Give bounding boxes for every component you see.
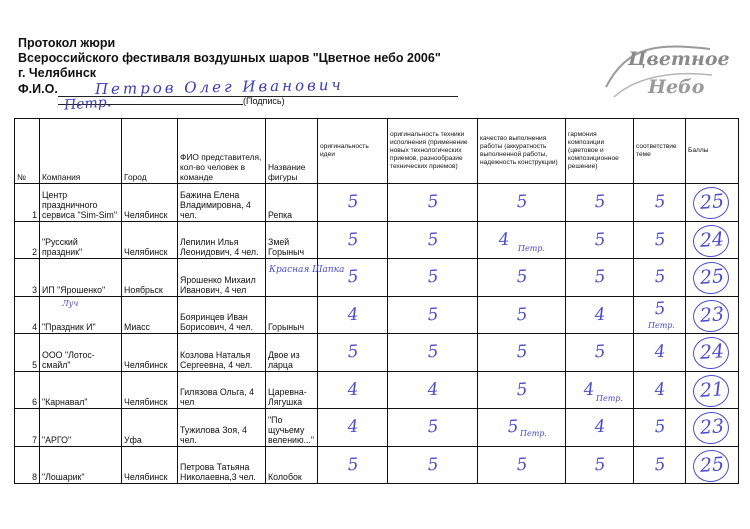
score-value: 4: [583, 379, 596, 401]
logo-text-1: Цветное: [628, 48, 730, 70]
score-total: [686, 371, 739, 409]
score-value: 5: [426, 304, 439, 326]
score-value: 4: [593, 304, 606, 326]
score-value: 4: [653, 341, 666, 363]
score-value: 5: [426, 229, 439, 251]
col-header-figure: Название фигуры: [266, 119, 318, 184]
total-value: 23: [699, 415, 725, 440]
logo-text-2: Небо: [648, 76, 705, 98]
score-technique: [388, 371, 478, 409]
score-total: [686, 296, 739, 334]
score-value: 4: [346, 304, 359, 326]
score-theme: [634, 221, 686, 259]
score-value: 5: [515, 266, 528, 288]
score-total: [686, 409, 739, 447]
score-technique: [388, 296, 478, 334]
score-theme: [634, 184, 686, 222]
score-quality: [478, 371, 566, 409]
score-value: 5: [593, 191, 606, 213]
row-city: Челябинск: [122, 446, 178, 484]
total-value: 24: [699, 227, 725, 252]
score-value: 5: [593, 454, 606, 476]
signature-handwritten: Петр.: [63, 94, 112, 114]
total-value: 25: [699, 190, 725, 215]
row-num: 2: [15, 221, 40, 259]
row-company: "Карнавал": [40, 371, 122, 409]
company-handwritten: Луч: [62, 298, 79, 308]
row-figure: Царевна-Лягушка: [266, 371, 318, 409]
score-quality: [478, 446, 566, 484]
row-representative: Тужилова Зоя, 4 чел.: [178, 409, 266, 447]
score-originality: [318, 334, 388, 372]
score-value: 5: [426, 191, 439, 213]
col-header-representative: ФИО представителя, кол-во человек в команде: [178, 119, 266, 184]
score-harmony: [566, 371, 634, 409]
row-figure: Колобок: [266, 446, 318, 484]
score-value: 5: [346, 229, 359, 251]
score-value: 5: [346, 341, 359, 363]
score-value: 5: [593, 229, 606, 251]
table-row: [15, 221, 739, 259]
score-originality: [318, 184, 388, 222]
score-value: 4: [426, 379, 439, 401]
row-figure: Репка: [266, 184, 318, 222]
initials-note: Петр.: [596, 393, 623, 403]
row-num: 5: [15, 334, 40, 372]
score-harmony: [566, 334, 634, 372]
score-value: 5: [346, 191, 359, 213]
score-value: 5: [653, 229, 666, 251]
row-city: Челябинск: [122, 221, 178, 259]
score-originality: [318, 221, 388, 259]
total-value: 23: [699, 302, 725, 327]
table-row: [15, 446, 739, 484]
table-row: [15, 259, 739, 297]
initials-note: Петр.: [518, 243, 545, 253]
score-total: [686, 221, 739, 259]
table-row: [15, 296, 739, 334]
row-representative: Лепилин Илья Леонидович, 4 чел.: [178, 221, 266, 259]
col-header-num: №: [15, 119, 40, 184]
score-value: 5: [346, 454, 359, 476]
score-originality: [318, 446, 388, 484]
score-theme: [634, 371, 686, 409]
score-technique: [388, 259, 478, 297]
total-value: 21: [699, 377, 725, 402]
score-value: 4: [653, 379, 666, 401]
score-theme: [634, 296, 686, 334]
row-city: Челябинск: [122, 334, 178, 372]
col-header-city: Город: [122, 119, 178, 184]
fio-handwritten: Петров Олег Иванович: [94, 75, 344, 99]
row-figure: [266, 259, 345, 297]
col-header-points: Баллы: [686, 119, 739, 184]
score-value: 5: [653, 416, 666, 438]
score-value: 5: [515, 304, 528, 326]
row-city: Челябинск: [122, 184, 178, 222]
row-figure: Двое из ларца: [266, 334, 318, 372]
row-company: ИП "Ярошенко": [40, 259, 122, 297]
initials-note: Петр.: [520, 429, 547, 438]
row-company: Центр праздничного сервиса "Sim-Sim": [40, 184, 122, 222]
score-value: 5: [426, 454, 439, 476]
score-originality: [318, 259, 388, 297]
score-theme: [634, 259, 686, 297]
score-value: 5: [426, 266, 439, 288]
score-harmony: [566, 259, 634, 297]
score-technique: [388, 184, 478, 222]
score-technique: [388, 409, 478, 447]
col-header-theme: соответствие теме: [634, 119, 686, 184]
table-row: [15, 334, 739, 372]
score-theme: [634, 446, 686, 484]
table-row: [15, 184, 739, 222]
col-header-harmony: гармония композиции (цветовое и композиционное решение): [566, 119, 634, 184]
score-harmony: [566, 296, 634, 334]
company-text: "Праздник И": [42, 322, 96, 332]
row-num: 7: [15, 409, 40, 447]
score-value: 4: [593, 416, 606, 438]
score-value: 4: [346, 416, 359, 438]
row-num: 4: [15, 296, 40, 334]
score-quality: [478, 221, 566, 259]
initials-note: Петр.: [648, 320, 675, 330]
row-company: [40, 296, 122, 334]
row-representative: Ярошенко Михаил Иванович, 4 чел: [178, 259, 266, 297]
table-row: [15, 371, 739, 409]
col-header-originality: оригинальность идеи: [318, 119, 388, 184]
score-value: 5: [426, 341, 439, 363]
score-harmony: [566, 221, 634, 259]
row-num: 6: [15, 371, 40, 409]
score-value: 5: [593, 266, 606, 288]
table-row: [15, 409, 739, 447]
row-city: Уфа: [122, 409, 178, 447]
row-figure: Горыныч: [266, 296, 318, 334]
score-quality: [478, 184, 566, 222]
score-value: 5: [653, 454, 666, 476]
score-harmony: [566, 446, 634, 484]
score-value: 5: [346, 266, 359, 288]
figure-handwritten: Красная Шапка: [269, 265, 345, 275]
score-originality: [318, 371, 388, 409]
score-value: 5: [515, 379, 528, 401]
table-header-row: [15, 119, 739, 184]
row-city: Челябинск: [122, 371, 178, 409]
score-theme: [634, 409, 686, 447]
row-num: 3: [15, 259, 40, 297]
score-total: [686, 334, 739, 372]
score-total: [686, 259, 739, 297]
col-header-technique: оригинальность техники исполнения (применение новых технологических приемов, разнообразие технических приемов): [388, 119, 478, 184]
row-figure: Змей Горыныч: [266, 221, 318, 259]
score-quality: [478, 409, 566, 447]
festival-title: Всероссийского фестиваля воздушных шаров "Цветное небо 2006": [18, 51, 441, 65]
score-value: 5: [515, 191, 528, 213]
score-value: 5: [653, 298, 666, 320]
score-total: [686, 446, 739, 484]
festival-logo: [598, 35, 730, 105]
total-value: 25: [699, 452, 725, 477]
row-company: "Лошарик": [40, 446, 122, 484]
score-technique: [388, 334, 478, 372]
col-header-quality: качество выполнения работы (аккуратность выполненной работы, надежность конструкции): [478, 119, 566, 184]
protocol-title: Протокол жюри: [18, 36, 116, 50]
score-value: 4: [497, 229, 511, 251]
total-value: 24: [699, 340, 725, 365]
score-harmony: [566, 409, 634, 447]
score-value: 4: [346, 379, 359, 401]
row-representative: Гилязова Ольга, 4 чел: [178, 371, 266, 409]
row-figure: "По щучьему велению...": [266, 409, 318, 447]
score-value: 5: [593, 341, 606, 363]
score-quality: [478, 296, 566, 334]
score-originality: [318, 409, 388, 447]
row-representative: Козлова Наталья Сергеевна, 4 чел.: [178, 334, 266, 372]
score-value: 5: [515, 341, 528, 363]
total-value: 25: [699, 265, 725, 290]
row-company: "АРГО": [40, 409, 122, 447]
jury-table: [14, 118, 739, 484]
score-harmony: [566, 184, 634, 222]
city-title: г. Челябинск: [18, 66, 97, 80]
row-representative: Бояринцев Иван Борисович, 4 чел.: [178, 296, 266, 334]
score-value: 5: [653, 266, 666, 288]
row-city: Миасс: [122, 296, 178, 334]
score-value: 5: [426, 416, 439, 438]
score-technique: [388, 446, 478, 484]
fio-label: Ф.И.О.: [18, 82, 58, 96]
score-value: 5: [653, 191, 666, 213]
score-quality: [478, 334, 566, 372]
signature-label: (Подпись): [243, 96, 285, 106]
score-value: 5: [506, 416, 519, 438]
score-value: 5: [515, 454, 528, 476]
row-representative: Петрова Татьяна Николаевна,3 чел.: [178, 446, 266, 484]
score-total: [686, 184, 739, 222]
row-num: 8: [15, 446, 40, 484]
score-theme: [634, 334, 686, 372]
row-company: ООО "Лотос-смайл": [40, 334, 122, 372]
score-technique: [388, 221, 478, 259]
row-representative: Бажина Елена Владимировна, 4 чел.: [178, 184, 266, 222]
score-quality: [478, 259, 566, 297]
row-company: "Русский праздник": [40, 221, 122, 259]
row-num: 1: [15, 184, 40, 222]
col-header-company: Компания: [40, 119, 122, 184]
row-city: Ноябрьск: [122, 259, 178, 297]
score-originality: [318, 296, 388, 334]
